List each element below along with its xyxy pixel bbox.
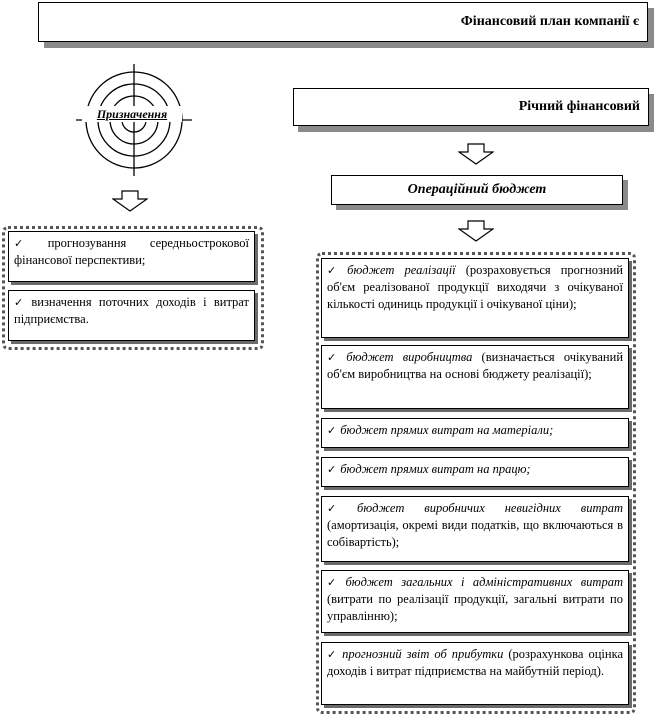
down-arrow-icon <box>112 190 148 212</box>
down-arrow-icon <box>458 143 494 165</box>
budget-item: ✓ бюджет виробництва (визначається очікуваний об'єм виробництва на основі бюджету реалізації); <box>321 345 629 409</box>
plan-title-text: Фінансовий план компанії є <box>460 14 639 29</box>
budget-item: ✓ бюджет виробничих невигідних витрат (амортизація, окремі види податків, що включаються в собівартість); <box>321 496 629 562</box>
budget-item: ✓ бюджет реалізації (розраховується прогнозний об'єм реалізованої продукції виходячи з очікуваної кількості одиниць продукції і очікуваної ціни); <box>321 258 629 338</box>
plan-title <box>38 2 648 42</box>
budget-item: ✓ бюджет прямих витрат на матеріали; <box>321 418 629 448</box>
purpose-label: Призначення <box>82 106 182 122</box>
check-icon: ✓ <box>14 296 28 309</box>
annual-plan-text: Річний фінансовий <box>518 99 640 114</box>
operating-budget-text: Операційний бюджет <box>407 182 547 197</box>
check-icon: ✓ <box>327 463 337 476</box>
purpose-item: ✓ прогнозування середньострокової фінансової перспективи; <box>8 231 255 282</box>
check-icon: ✓ <box>327 648 339 661</box>
check-icon: ✓ <box>327 424 337 437</box>
annual-plan-box <box>293 88 649 126</box>
check-icon: ✓ <box>327 264 344 277</box>
down-arrow-icon <box>458 220 494 242</box>
check-icon: ✓ <box>327 351 343 364</box>
purpose-item: ✓ визначення поточних доходів і витрат підприємства. <box>8 290 255 341</box>
operating-budget-box <box>331 175 623 205</box>
budget-item: ✓ прогнозний звіт об прибутки (розрахункова оцінка доходів і витрат підприємства на майбутній період). <box>321 642 629 705</box>
check-icon: ✓ <box>327 576 342 589</box>
check-icon: ✓ <box>327 502 354 515</box>
budget-item: ✓ бюджет загальних і адміністративних витрат (витрати по реалізації продукції, загальні витрати по управлінню); <box>321 570 629 633</box>
check-icon: ✓ <box>14 237 44 250</box>
budget-item: ✓ бюджет прямих витрат на працю; <box>321 457 629 487</box>
